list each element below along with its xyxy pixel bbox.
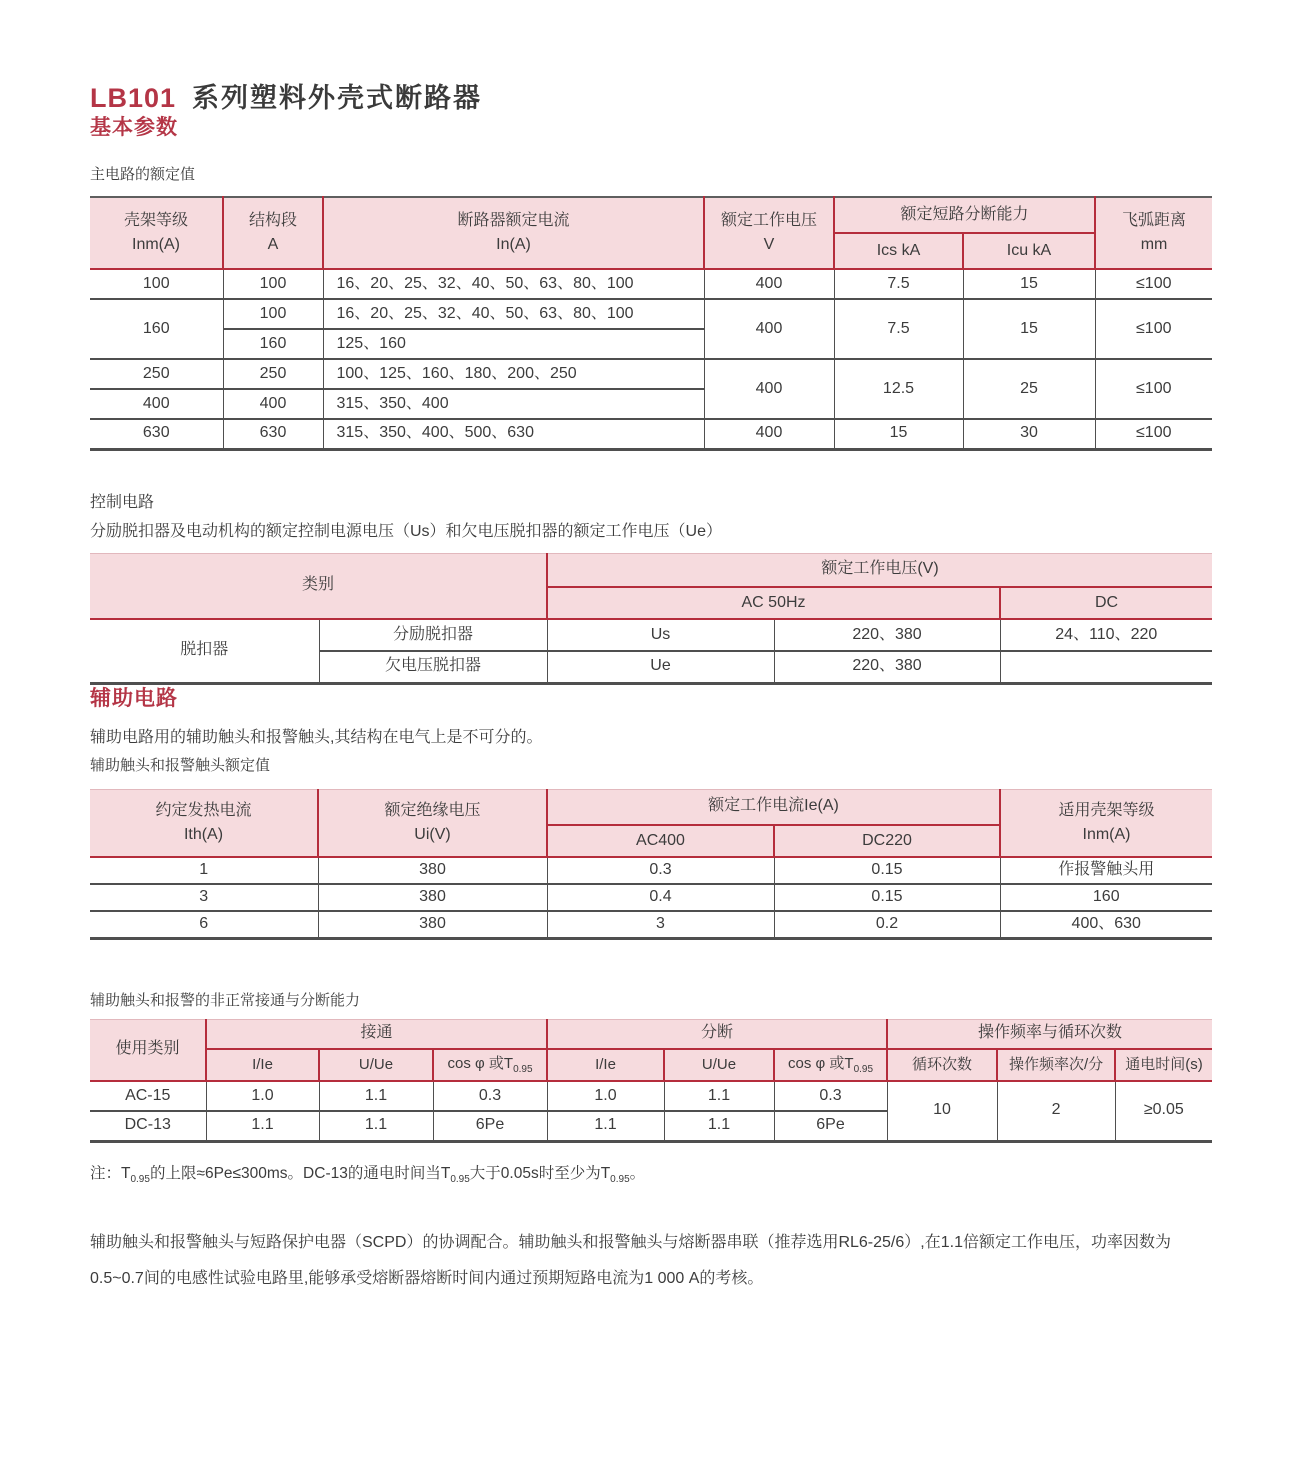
table-row <box>90 269 1212 299</box>
table-cell: 30 <box>963 419 1095 449</box>
table-row <box>90 419 1212 449</box>
table-cell: 0.2 <box>774 911 1000 938</box>
table-cell: 1.0 <box>206 1081 319 1111</box>
col-header-frame-level: 壳架等级 Inm(A) <box>90 197 223 269</box>
table-cell: 100 <box>90 269 223 299</box>
table-row <box>90 1081 1212 1111</box>
control-circuit-desc: 分励脱扣器及电动机构的额定控制电源电压（Us）和欠电压脱扣器的额定工作电压（Ue） <box>90 522 723 540</box>
col-header-structure: 结构段 A <box>223 197 323 269</box>
table-cell: 400 <box>90 389 223 419</box>
table-cell: 6Pe <box>774 1111 887 1141</box>
col-header-frequency: 操作频率次/分 <box>997 1049 1115 1081</box>
table-cell: ≤100 <box>1095 419 1212 449</box>
table-cell: 16、20、25、32、40、50、63、80、100 <box>323 269 704 299</box>
main-circuit-caption: 主电路的额定值 <box>90 166 196 183</box>
table-cell: 1.1 <box>319 1111 433 1141</box>
table-cell: 250 <box>90 359 223 389</box>
col-header-on-time: 通电时间(s) <box>1115 1049 1212 1081</box>
table-cell: 400、630 <box>1000 911 1212 938</box>
table-cell: 0.15 <box>774 857 1000 884</box>
table-cell: 3 <box>547 911 774 938</box>
control-circuit-table <box>90 553 1212 685</box>
col-header-cos-phi: cos φ 或$T_{0.95}$ <box>774 1049 887 1081</box>
col-header-i-ie: I/Ie <box>206 1049 319 1081</box>
table-cell: 0.4 <box>547 884 774 911</box>
col-header-break: 分断 <box>547 1019 887 1049</box>
table-cell: 160 <box>1000 884 1212 911</box>
table-cell: 400 <box>704 299 834 359</box>
aux-ratings-caption: 辅助触头和报警触头额定值 <box>90 756 271 774</box>
table-header-row <box>90 1049 1212 1081</box>
col-header-ac: AC 50Hz <box>547 587 1000 619</box>
col-header-cos-phi: cos φ 或$T_{0.95}$ <box>433 1049 547 1081</box>
table-cell: 7.5 <box>834 299 963 359</box>
table-cell: 24、110、220 <box>1000 619 1212 651</box>
table-cell: 2 <box>997 1081 1115 1141</box>
col-header-breaking-capacity: 额定短路分断能力 <box>834 197 1095 233</box>
col-header-ac400: AC400 <box>547 825 774 857</box>
table-cell: 380 <box>318 857 547 884</box>
abnormal-capacity-caption: 辅助触头和报警的非正常接通与分断能力 <box>90 991 361 1009</box>
col-header-cycles: 循环次数 <box>887 1049 997 1081</box>
table-cell: 400 <box>704 269 834 299</box>
table-cell: 10 <box>887 1081 997 1141</box>
col-header-insulation-voltage: 额定绝缘电压 Ui(V) <box>318 789 547 857</box>
table-cell: ≤100 <box>1095 299 1212 359</box>
col-header-category: 类别 <box>90 553 547 619</box>
abnormal-capacity-table <box>90 1019 1212 1143</box>
table-cell: 15 <box>963 269 1095 299</box>
section-heading-basic-params: 基本参数 <box>90 116 178 139</box>
table-cell: AC-15 <box>90 1081 206 1111</box>
aux-ratings-table <box>90 789 1212 940</box>
control-circuit-title: 控制电路 <box>90 493 155 511</box>
col-header-working-voltage: 额定工作电压 V <box>704 197 834 269</box>
table-cell: 6Pe <box>433 1111 547 1141</box>
col-header-rated-voltage: 额定工作电压(V) <box>547 553 1212 587</box>
table-cell: ≥0.05 <box>1115 1081 1212 1141</box>
col-header-usage-category: 使用类别 <box>90 1019 206 1081</box>
table-cell: 1.0 <box>547 1081 664 1111</box>
table-row <box>90 911 1212 938</box>
table-cell: 25 <box>963 359 1095 419</box>
table-cell: 7.5 <box>834 269 963 299</box>
col-header-arc-distance: 飞弧距离 mm <box>1095 197 1212 269</box>
table-cell: 1.1 <box>664 1081 774 1111</box>
table-cell: 6 <box>90 911 318 938</box>
table-cell: 220、380 <box>774 651 1000 683</box>
table-header-row <box>90 197 1212 233</box>
col-header-u-ue: U/Ue <box>319 1049 433 1081</box>
table-row <box>90 857 1212 884</box>
table-cell: 100 <box>223 299 323 329</box>
table-cell: 1.1 <box>206 1111 319 1141</box>
table-cell: 160 <box>90 299 223 359</box>
table-cell: 160 <box>223 329 323 359</box>
table-header-row <box>90 553 1212 587</box>
table-cell: 315、350、400 <box>323 389 704 419</box>
table-cell: ≤100 <box>1095 269 1212 299</box>
col-header-operation-frequency: 操作频率与循环次数 <box>887 1019 1212 1049</box>
table-header-row <box>90 1019 1212 1049</box>
title-series-name: 系列塑料外壳式断路器 <box>192 83 483 113</box>
col-header-frame-level: 适用壳架等级 Inm(A) <box>1000 789 1212 857</box>
col-header-ics: Ics kA <box>834 233 963 269</box>
col-header-u-ue: U/Ue <box>664 1049 774 1081</box>
footer-paragraph: 辅助触头和报警触头与短路保护电器（SCPD）的协调配合。辅助触头和报警触头与熔断器串联（推荐选用RL6-25/6）,在1.1倍额定工作电压，功率因数为0.5~0.7间的电感性试验电路里,能够承受熔断器熔断时间内通过预期短路电流为1 000 A的考核。 <box>90 1233 1171 1287</box>
col-header-i-ie: I/Ie <box>547 1049 664 1081</box>
footnote: 注：$T_{0.95}$的上限≈6Pe≤300ms。DC-13的通电时间当$T_{0.95}$大于0.05s时至少为$T_{0.95}$。 <box>90 1164 646 1185</box>
table-cell: 欠电压脱扣器 <box>319 651 547 683</box>
table-cell: 12.5 <box>834 359 963 419</box>
col-header-thermal-current: 约定发热电流 Ith(A) <box>90 789 318 857</box>
table-cell <box>1000 651 1212 683</box>
table-row <box>90 359 1212 389</box>
table-row <box>90 619 1212 651</box>
table-cell: 400 <box>223 389 323 419</box>
table-cell: 0.3 <box>433 1081 547 1111</box>
section-heading-aux-circuit: 辅助电路 <box>90 686 178 710</box>
col-header-dc: DC <box>1000 587 1212 619</box>
table-cell: 3 <box>90 884 318 911</box>
table-cell: 0.15 <box>774 884 1000 911</box>
table-cell: 220、380 <box>774 619 1000 651</box>
table-cell: 630 <box>223 419 323 449</box>
table-cell: 分励脱扣器 <box>319 619 547 651</box>
table-cell: 100、125、160、180、200、250 <box>323 359 704 389</box>
table-cell: 1.1 <box>319 1081 433 1111</box>
aux-circuit-desc: 辅助电路用的辅助触头和报警触头,其结构在电气上是不可分的。 <box>90 728 543 746</box>
table-cell: 15 <box>963 299 1095 359</box>
table-cell: Ue <box>547 651 774 683</box>
title-series-code: LB101 <box>90 83 177 113</box>
page-title <box>90 82 1212 114</box>
table-cell: 630 <box>90 419 223 449</box>
col-header-icu: Icu kA <box>963 233 1095 269</box>
table-cell: 1 <box>90 857 318 884</box>
table-cell: 脱扣器 <box>90 619 319 683</box>
table-cell: 400 <box>704 359 834 419</box>
table-cell: 15 <box>834 419 963 449</box>
table-cell: 1.1 <box>664 1111 774 1141</box>
table-cell: 100 <box>223 269 323 299</box>
col-header-make: 接通 <box>206 1019 547 1049</box>
col-header-working-current: 额定工作电流Ie(A) <box>547 789 1000 825</box>
table-cell: ≤100 <box>1095 359 1212 419</box>
table-cell: 380 <box>318 911 547 938</box>
table-cell: 0.3 <box>774 1081 887 1111</box>
main-circuit-table <box>90 196 1212 451</box>
col-header-dc220: DC220 <box>774 825 1000 857</box>
table-row <box>90 299 1212 329</box>
table-cell: 作报警触头用 <box>1000 857 1212 884</box>
table-cell: DC-13 <box>90 1111 206 1141</box>
table-cell: 125、160 <box>323 329 704 359</box>
table-cell: 0.3 <box>547 857 774 884</box>
table-cell: 315、350、400、500、630 <box>323 419 704 449</box>
table-row <box>90 884 1212 911</box>
table-cell: 380 <box>318 884 547 911</box>
table-cell: 1.1 <box>547 1111 664 1141</box>
table-header-row <box>90 789 1212 825</box>
table-cell: 16、20、25、32、40、50、63、80、100 <box>323 299 704 329</box>
table-cell: 400 <box>704 419 834 449</box>
table-cell: 250 <box>223 359 323 389</box>
table-cell: Us <box>547 619 774 651</box>
col-header-rated-current: 断路器额定电流 In(A) <box>323 197 704 269</box>
